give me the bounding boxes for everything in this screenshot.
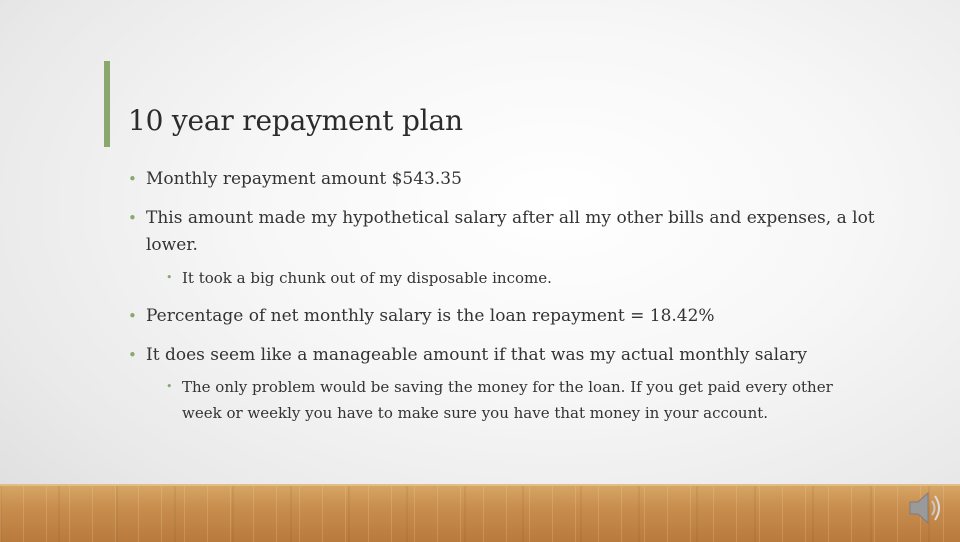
bullet-item <box>128 166 876 193</box>
slide-title: 10 year repayment plan <box>128 104 463 137</box>
bullet-text: It took a big chunk out of my disposable income. <box>182 269 552 287</box>
wood-floor-band <box>0 484 960 542</box>
bullet-text: The only problem would be saving the money for the loan. If you get paid every other week or weekly you have to make sure you have that money in your account. <box>182 378 833 422</box>
sub-bullet-item <box>166 265 862 291</box>
bullet-item <box>128 342 876 369</box>
bullet-item <box>128 205 876 259</box>
bullet-dot: • <box>166 271 173 284</box>
bullet-dot: • <box>166 380 173 393</box>
bullet-dot: • <box>128 346 137 364</box>
sub-bullet-item <box>166 374 862 426</box>
bullet-text: It does seem like a manageable amount if that was my actual monthly salary <box>146 345 807 365</box>
title-accent-bar <box>104 61 110 147</box>
speaker-icon[interactable] <box>906 486 946 530</box>
bullet-dot: • <box>128 170 137 188</box>
bullet-dot: • <box>128 209 137 227</box>
bullet-dot: • <box>128 307 137 325</box>
bullet-item <box>128 303 876 330</box>
bullet-text: This amount made my hypothetical salary after all my other bills and expenses, a lot lower. <box>146 208 875 255</box>
bullet-text: Percentage of net monthly salary is the loan repayment = 18.42% <box>146 306 715 326</box>
bullet-text: Monthly repayment amount $543.35 <box>146 169 462 189</box>
